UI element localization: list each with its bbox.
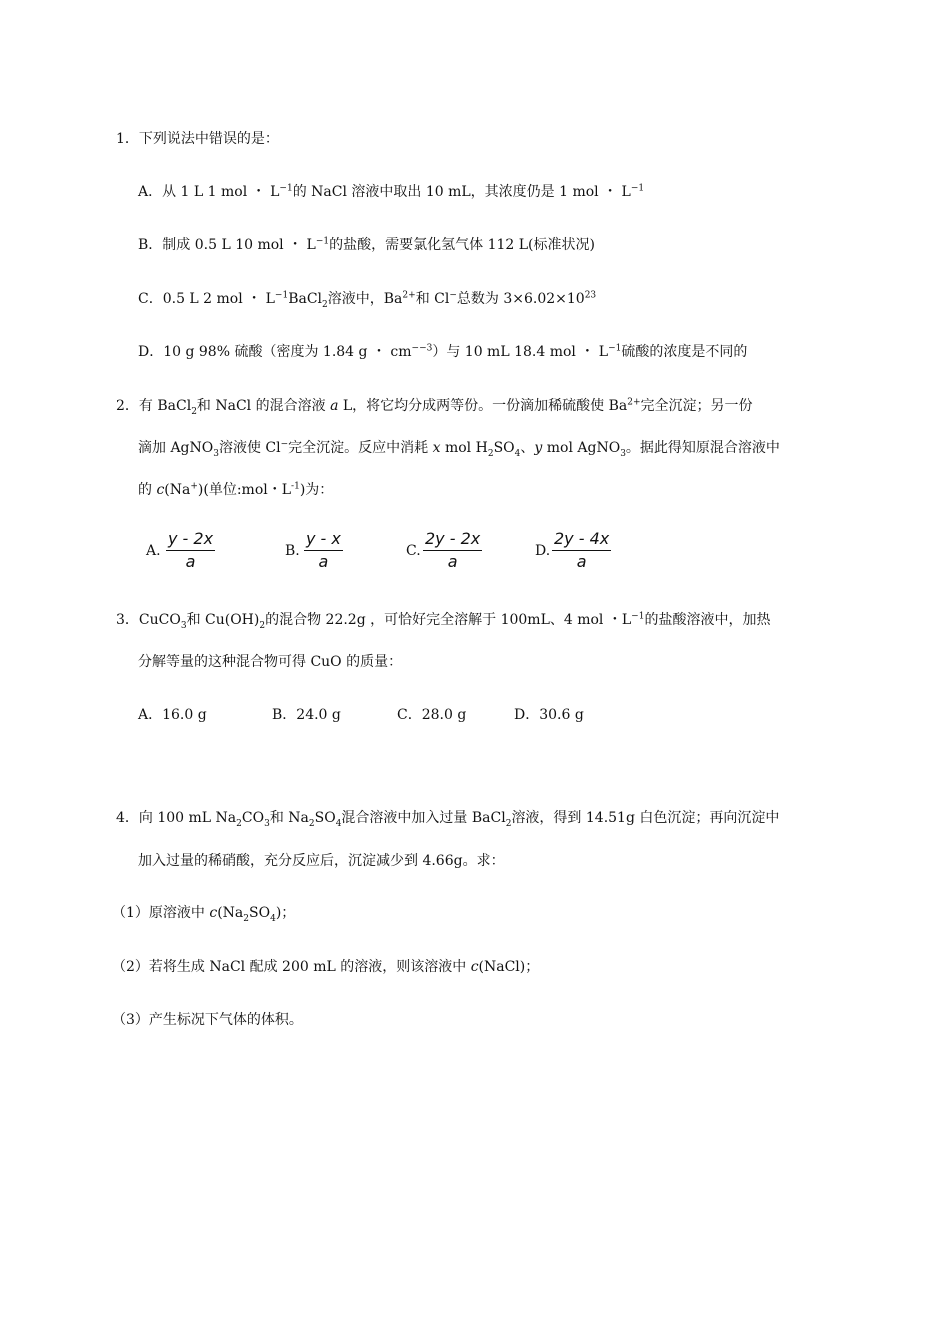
fraction-numerator: 2y - 4x [552, 530, 611, 551]
q2-option-b-label: B. [285, 543, 300, 559]
q3-line-2: 分解等量的这种混合物可得 CuO 的质量： [138, 654, 403, 670]
fraction-denominator: a [576, 552, 587, 571]
q3-line-1: 3．CuCO$_3$和 $Cu(OH)_2$的混合物 22.2g ，可恰好完全溶解于 100mL、4 mol ・$L^{-1}$的盐酸溶液中，加热 [116, 611, 771, 631]
q3-option-a: A．16.0 g [138, 707, 207, 723]
fraction-denominator: a [318, 552, 329, 571]
q1-option-c: C．0.5 L 2 mol ・ $L^{-1}BaCl_2$溶液中，$Ba^{2+}$和 Cl−总数为 $3\times 6.02\times 10^{23}$ [138, 290, 597, 310]
q2-option-d-fraction [552, 530, 611, 571]
fraction-numerator: 2y - 2x [423, 530, 482, 551]
q1-option-b: B．制成 0.5 L 10 mol ・ $L^{-1}$的盐酸，需要氯化氢气体 112 L(标准状况) [138, 236, 595, 253]
q2-option-b-fraction [304, 530, 343, 571]
q4-subquestion-2: （2）若将生成 NaCl 配成 200 mL 的溶液，则该溶液中 c(NaCl)； [112, 959, 540, 975]
q2-option-d-label: D. [535, 543, 551, 559]
fraction-denominator: a [185, 552, 196, 571]
q1-option-d: D．10 g 98% 硫酸（密度为 1.84 g ・ $cm^{--3}$）与 10 mL 18.4 mol ・ $L^{-1}$硫酸的浓度是不同的 [138, 343, 748, 360]
q2-option-c-label: C. [406, 543, 421, 559]
q2-option-c-fraction [423, 530, 482, 571]
q2-option-a-label: A. [146, 543, 161, 559]
fraction-numerator: y - x [304, 530, 343, 551]
q3-option-b: B．24.0 g [272, 707, 341, 723]
q4-line-2: 加入过量的稀硝酸，充分反应后，沉淀减少到 4.66g。求： [138, 853, 505, 869]
q1-stem: 1．下列说法中错误的是： [116, 131, 279, 147]
fraction-denominator: a [447, 552, 458, 571]
q4-line-1: 4．向 100 mL $Na_2CO_3$和 $Na_2SO_4$混合溶液中加入过量 BaCl$_2$溶液，得到 14.51g 白色沉淀；再向沉淀中 [116, 810, 780, 829]
q4-subquestion-1: （1）原溶液中 $c(Na_2SO_4)$； [112, 905, 296, 924]
fraction-numerator: y - 2x [166, 530, 215, 551]
q2-line-3: 的 c(Na+)(单位:mol・$L^{-1}$)为： [138, 481, 334, 498]
q2-line-1: 2．有 BaCl$_2$和 NaCl 的混合溶液 a L，将它均分成两等份。一份滴加稀硫酸使 $Ba^{2+}$完全沉淀；另一份 [116, 397, 753, 417]
q3-option-d: D．30.6 g [514, 707, 584, 723]
q4-subquestion-3: （3）产生标况下气体的体积。 [112, 1012, 303, 1028]
q3-option-c: C．28.0 g [397, 707, 467, 723]
q1-option-a: A．从 1 L 1 mol ・ $L^{-1}$的 NaCl 溶液中取出 10 mL，其浓度仍是 1 mol ・ $L^{-1}$ [138, 183, 645, 200]
q2-option-a-fraction [166, 530, 215, 571]
q2-line-2: 滴加 AgNO$_3$溶液使 Cl−完全沉淀。反应中消耗 x mol $H_2SO_4$、y mol AgNO$_3$。据此得知原混合溶液中 [138, 439, 780, 459]
